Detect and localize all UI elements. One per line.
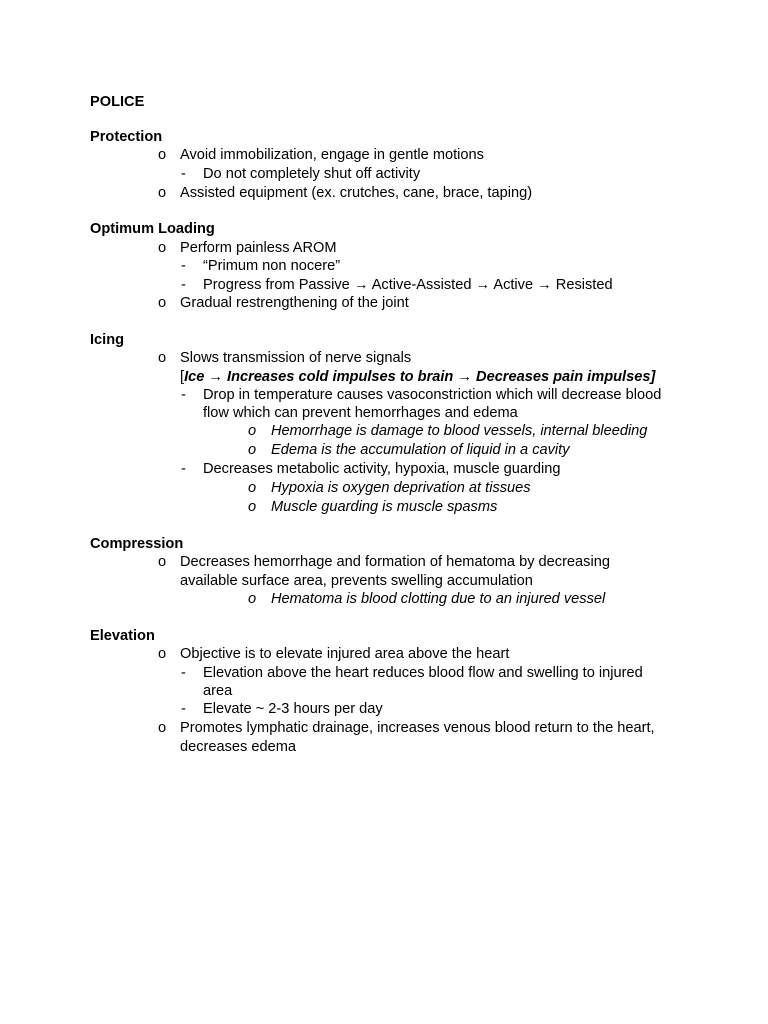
list-item-continuation: decreases edema [180,739,297,755]
note-bracket: [ [180,369,185,385]
list-item: Promotes lymphatic drainage, increases venous blood return to the heart, [180,720,655,736]
sub-list-item: Progress from Passive → Active-Assisted → Active → Resisted [203,277,613,293]
note-text: Ice → Increases cold impulses to brain → Decreases pain impulses] [184,369,656,385]
bullet-marker: o [158,350,167,366]
sub-list-item: “Primum non nocere” [203,258,341,274]
list-item: Slows transmission of nerve signals [180,350,412,366]
bullet-marker: o [158,646,167,662]
dash-marker: - [181,258,186,274]
dash-marker: - [181,461,186,477]
list-item-continuation: available surface area, prevents swelling accumulation [180,573,533,589]
bullet-marker: o [158,147,167,163]
list-item: Avoid immobilization, engage in gentle motions [180,147,484,163]
section-heading-compression: Compression [90,536,184,552]
detail-marker: o [248,423,257,439]
detail-marker: o [248,499,257,515]
list-item: Assisted equipment (ex. crutches, cane, brace, taping) [180,185,533,201]
sub-list-item-continuation: area [203,683,233,699]
list-item: Decreases hemorrhage and formation of hematoma by decreasing [180,554,610,570]
detail-item: Muscle guarding is muscle spasms [271,499,498,515]
detail-item: Hematoma is blood clotting due to an injured vessel [271,591,606,607]
sub-list-item: Elevate ~ 2-3 hours per day [203,701,383,717]
bullet-marker: o [158,554,167,570]
sub-list-item: Decreases metabolic activity, hypoxia, muscle guarding [203,461,561,477]
sub-list-item: Drop in temperature causes vasoconstriction which will decrease blood [203,387,662,403]
detail-marker: o [248,442,257,458]
list-item: Objective is to elevate injured area above the heart [180,646,510,662]
detail-marker: o [248,591,257,607]
bullet-marker: o [158,185,167,201]
sub-list-item: Elevation above the heart reduces blood flow and swelling to injured [203,665,643,681]
dash-marker: - [181,387,186,403]
dash-marker: - [181,665,186,681]
bullet-marker: o [158,720,167,736]
bullet-marker: o [158,295,167,311]
document-title: POLICE [90,94,145,110]
detail-marker: o [248,480,257,496]
section-heading-icing: Icing [90,332,125,348]
dash-marker: - [181,277,186,293]
sub-list-item-continuation: flow which can prevent hemorrhages and edema [203,405,518,421]
section-heading-protection: Protection [90,129,163,145]
bullet-marker: o [158,240,167,256]
section-heading-elevation: Elevation [90,628,155,644]
detail-item: Edema is the accumulation of liquid in a cavity [271,442,570,458]
detail-item: Hypoxia is oxygen deprivation at tissues [271,480,531,496]
list-item: Perform painless AROM [180,240,337,256]
section-heading-optimum-loading: Optimum Loading [90,221,215,237]
dash-marker: - [181,166,186,182]
dash-marker: - [181,701,186,717]
sub-list-item: Do not completely shut off activity [203,166,421,182]
detail-item: Hemorrhage is damage to blood vessels, internal bleeding [271,423,648,439]
note-line [180,368,655,386]
list-item: Gradual restrengthening of the joint [180,295,409,311]
